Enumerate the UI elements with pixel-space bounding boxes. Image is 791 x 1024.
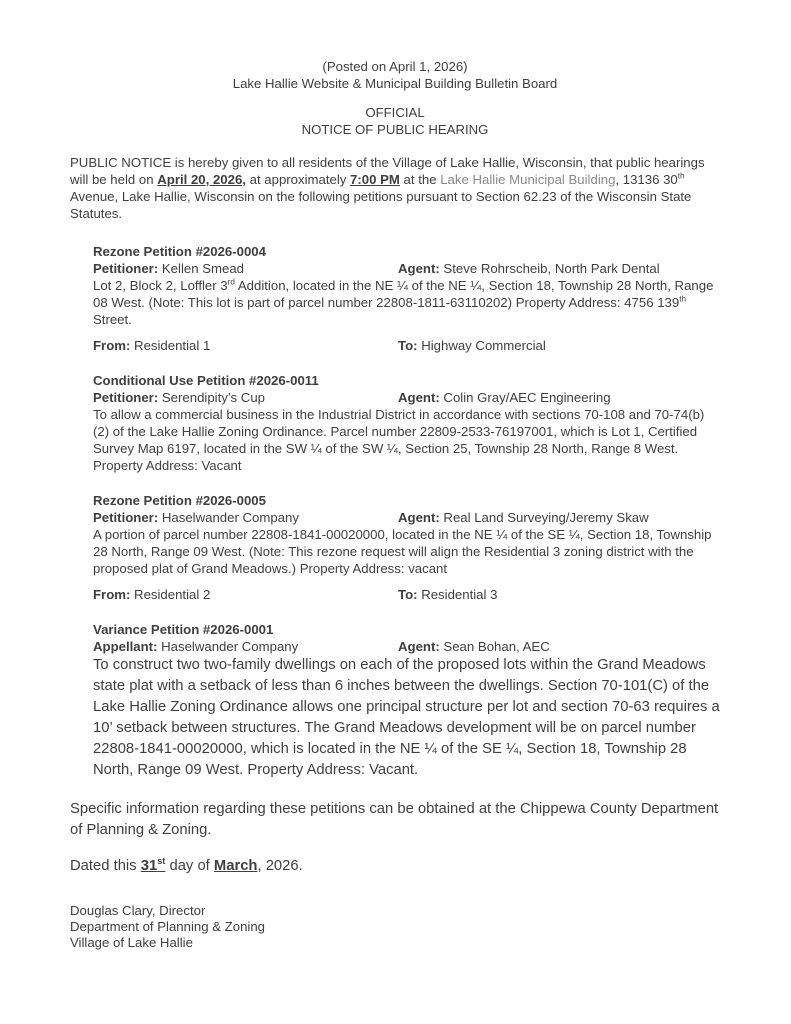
agent-label: Agent: bbox=[398, 261, 440, 276]
petition-rezone-2026-0004 bbox=[93, 243, 720, 354]
intro-text-4: , 13136 30 bbox=[615, 172, 678, 187]
petitioner-field bbox=[93, 509, 398, 526]
agent-field bbox=[398, 638, 720, 655]
from-label: From: bbox=[93, 338, 131, 353]
petitioner-field bbox=[93, 260, 398, 277]
official-label: OFFICIAL bbox=[365, 105, 425, 120]
ordinal-superscript: st bbox=[157, 856, 166, 867]
rezone-from-to-row bbox=[93, 337, 720, 354]
appellant-label: Appellant: bbox=[93, 639, 158, 654]
agent-label: Agent: bbox=[398, 390, 440, 405]
petition-title: Conditional Use Petition #2026-0011 bbox=[93, 373, 319, 388]
agent-field bbox=[398, 389, 720, 406]
petitioner-name: Kellen Smead bbox=[158, 261, 244, 276]
description-text-2: Addition, located in the NE ¼ of the NE ¼, Section 18, Township 28 North, Range 08 West. (Note: This lot is part of parcel number 22808-1811-63110202) Property Address: 4756 139 bbox=[93, 278, 714, 310]
rezone-from-to-row bbox=[93, 586, 720, 603]
closing-paragraph: Specific information regarding these petitions can be obtained at the Chippewa County Department of Planning & Zoning. bbox=[70, 801, 719, 838]
agent-field bbox=[398, 260, 720, 277]
dated-text-1: Dated this bbox=[70, 858, 141, 874]
petitioner-label: Petitioner: bbox=[93, 510, 159, 525]
signature-department: Department of Planning & Zoning bbox=[70, 919, 265, 934]
petition-title: Rezone Petition #2026-0004 bbox=[93, 244, 266, 259]
petition-parties-row bbox=[93, 638, 720, 655]
from-value: Residential 1 bbox=[130, 338, 211, 353]
description-text-1: Lot 2, Block 2, Loffler 3 bbox=[93, 278, 228, 293]
agent-label: Agent: bbox=[398, 639, 440, 654]
appellant-name: Haselwander Company bbox=[157, 639, 299, 654]
petitioner-name: Haselwander Company bbox=[158, 510, 299, 525]
petition-description bbox=[93, 406, 720, 474]
ordinal-superscript: rd bbox=[227, 277, 235, 287]
petition-title: Rezone Petition #2026-0005 bbox=[93, 493, 266, 508]
dated-text-2: day of bbox=[165, 858, 214, 874]
description-text: A portion of parcel number 22808-1841-00020000, located in the NE ¼ of the SE ¼, Section 18, Township 28 North, Range 09 West. (Note: This rezone request will align the Residential 3 zoning district with the proposed plat of Grand Meadows.) Property Address: vacant bbox=[93, 527, 712, 576]
petitioner-field bbox=[93, 389, 398, 406]
to-field bbox=[398, 586, 720, 603]
description-text: To construct two two-family dwellings on each of the proposed lots within the Grand Meadows state plat with a setback of less than 6 inches between the dwellings. Section 70-101(C) of the Lake Hallie Zoning Ordinance allows one principal structure per lot and section 70-63 requires a 10’ setback between structures. The Grand Meadows development will be on parcel number 22808-1841-00020000, which is located in the NE ¼ of the SE ¼, Section 18, Township 28 North, Range 09 West. Property Address: Vacant. bbox=[93, 657, 720, 778]
dated-line bbox=[70, 856, 720, 877]
posting-header bbox=[70, 58, 720, 92]
ordinal-superscript: th bbox=[679, 294, 687, 304]
to-value: Residential 3 bbox=[417, 587, 498, 602]
hearing-date: April 20, 2026, bbox=[157, 172, 246, 187]
intro-text-5: Avenue, Lake Hallie, Wisconsin on the following petitions pursuant to Section 62.23 of the Wisconsin State Statutes. bbox=[70, 189, 692, 221]
dated-text-3: , 2026. bbox=[257, 858, 303, 874]
signature-name: Douglas Clary, Director bbox=[70, 903, 206, 918]
petitioner-name: Serendipity’s Cup bbox=[158, 390, 265, 405]
agent-name: Colin Gray/AEC Engineering bbox=[439, 390, 611, 405]
petitioner-label: Petitioner: bbox=[93, 390, 159, 405]
intro-paragraph bbox=[70, 154, 720, 222]
agent-name: Real Land Surveying/Jeremy Skaw bbox=[439, 510, 649, 525]
petition-parties-row bbox=[93, 260, 720, 277]
from-label: From: bbox=[93, 587, 131, 602]
page-title: NOTICE OF PUBLIC HEARING bbox=[301, 122, 489, 137]
to-field bbox=[398, 337, 720, 354]
description-text: To allow a commercial business in the Industrial District in accordance with sections 70-108 and 70-74(b)(2) of the Lake Hallie Zoning Ordinance. Parcel number 22809-2533-76197001, which is Lot 1, Certified Survey Map 6197, located in the SW ¼ of the SW ¼, Section 25, Township 28 North, Range 8 West. Property Address: Vacant bbox=[93, 407, 705, 473]
agent-name: Steve Rohrscheib, North Park Dental bbox=[439, 261, 660, 276]
description-text-3: Street. bbox=[93, 312, 132, 327]
petition-parties-row bbox=[93, 389, 720, 406]
bulletin-board-line: Lake Hallie Website & Municipal Building Bulletin Board bbox=[232, 76, 558, 91]
from-field bbox=[93, 586, 398, 603]
notice-title-block bbox=[70, 104, 720, 138]
from-field bbox=[93, 337, 398, 354]
dated-month: March bbox=[213, 858, 258, 874]
posted-date-line: (Posted on April 1, 2026) bbox=[322, 59, 468, 74]
agent-label: Agent: bbox=[398, 510, 440, 525]
signature-block bbox=[70, 903, 720, 951]
dated-day-number: 31 bbox=[140, 858, 158, 874]
appellant-field bbox=[93, 638, 398, 655]
dated-day bbox=[141, 858, 166, 874]
to-label: To: bbox=[398, 338, 418, 353]
petition-title: Variance Petition #2026-0001 bbox=[93, 622, 274, 637]
agent-field bbox=[398, 509, 720, 526]
petition-description bbox=[93, 655, 720, 781]
agent-name: Sean Bohan, AEC bbox=[439, 639, 550, 654]
to-label: To: bbox=[398, 587, 418, 602]
petition-description bbox=[93, 277, 720, 328]
petition-variance-2026-0001 bbox=[93, 621, 720, 781]
ordinal-superscript: th bbox=[677, 171, 685, 181]
petition-parties-row bbox=[93, 509, 720, 526]
intro-text-3: at the bbox=[399, 172, 441, 187]
hearing-time: 7:00 PM bbox=[350, 172, 400, 187]
from-value: Residential 2 bbox=[130, 587, 211, 602]
petitioner-label: Petitioner: bbox=[93, 261, 159, 276]
petition-description bbox=[93, 526, 720, 577]
to-value: Highway Commercial bbox=[417, 338, 546, 353]
municipal-building-name: Lake Hallie Municipal Building bbox=[440, 172, 616, 187]
signature-organization: Village of Lake Hallie bbox=[70, 935, 193, 950]
intro-text-1: PUBLIC NOTICE is hereby given to all residents of the Village of Lake Hallie, Wisconsin, that public hearings will be held on bbox=[70, 155, 705, 187]
petition-rezone-2026-0005 bbox=[93, 492, 720, 603]
intro-text-2: at approximately bbox=[245, 172, 351, 187]
petition-conditional-use-2026-0011 bbox=[93, 372, 720, 474]
